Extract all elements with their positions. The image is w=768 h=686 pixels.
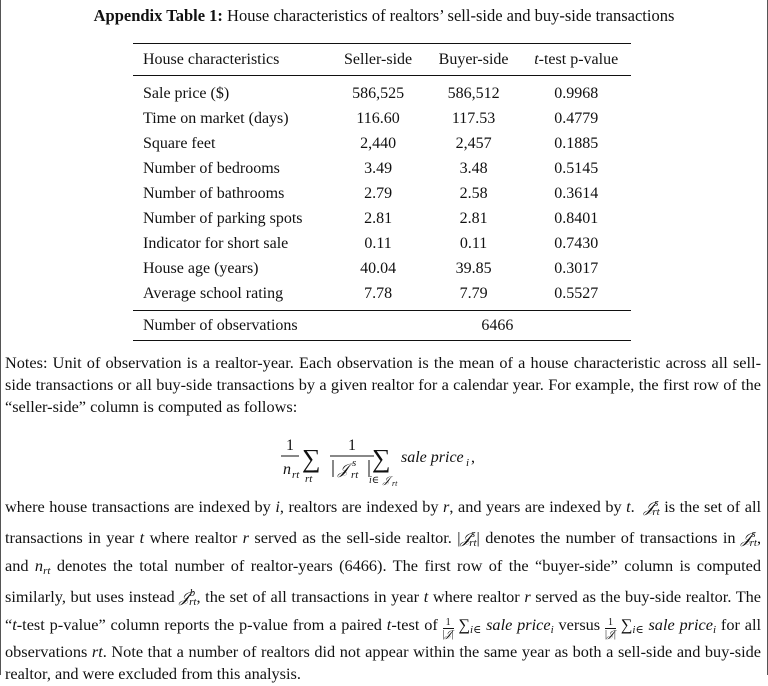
formula-J: 𝒥 [338,462,349,478]
p2-var-t-4: t [12,614,17,634]
table-row [133,281,631,311]
p2-var-t-3: t [423,587,429,607]
header-buyer-side: Buyer-side [426,44,522,76]
p2-g: denotes the number of transactions in [479,528,741,548]
p2-J-3-sup: s [751,528,756,541]
p2-frac-2-den: |𝒥| [605,628,616,640]
footer-label: Number of observations [133,311,330,341]
formula [0,430,768,488]
table-footer-row [133,311,631,341]
row-label: House age (years) [143,260,259,277]
p2-m: -test p-value” column reports the p-value from a paired [16,614,387,634]
formula-n: n [283,461,291,478]
p2-sum-2: ∑ [620,614,633,634]
p2-d: is the set of all transactions in year [5,497,762,548]
buyer-side-value: 117.53 [451,110,496,127]
p2-J-4-sup: b [189,587,196,600]
p2-o: versus [553,614,605,634]
row-label: Time on market (days) [143,110,289,127]
header-t-test [521,44,631,76]
table-row [133,76,631,107]
buyer-side-value: 586,512 [447,85,500,102]
table-row [133,181,631,206]
buyer-side-value: 39.85 [455,260,492,277]
seller-side-value: 7.78 [364,285,393,302]
header-t-italic: t [534,51,539,68]
formula-sale-price: sale price [401,449,464,466]
p2-J-4: 𝒥 [179,588,190,607]
table-row [133,156,631,181]
p2-j: , the set of all transactions in year [196,587,424,607]
p2-J-2: 𝒥 [460,529,471,548]
formula-J-sub: rt [351,469,359,481]
formula-sum-b-sub-J: 𝒥 [383,475,390,486]
p2-inline-frac-2 [605,617,616,640]
buyer-side-value: 2.58 [459,185,488,202]
p2-var-r: r [443,497,450,516]
row-label: Average school rating [143,285,284,302]
table-body [133,76,631,311]
buyer-side-value: 2.81 [459,210,488,227]
notes-paragraph-1 [5,352,761,418]
p2-sale-price-2: sale price [648,614,713,634]
formula-sum-a-sub: rt [305,473,313,485]
p2-J-2-sub: rt [469,537,477,550]
seller-side-value: 40.04 [360,260,397,277]
seller-side-value: 0.11 [364,235,392,252]
p2-var-i: i [275,497,280,516]
p-value: 0.3017 [554,260,599,277]
p2-sale-price-1: sale price [486,614,551,634]
p2-e: where realtor [144,528,243,548]
formula-sale-price-sub: i [466,457,470,469]
p2-a: where house transactions are indexed by [5,497,276,516]
seller-side-value: 2,440 [360,135,397,152]
table-header-row [133,44,631,76]
buyer-side-value: 2,457 [455,135,492,152]
p2-p: for all observations [5,614,762,662]
p2-k: where realtor [428,587,525,607]
footer-value: 6466 [330,311,521,341]
seller-side-value: 3.49 [364,160,393,177]
p2-sum-2-sub: i∈ [632,623,644,636]
p2-q: . Note that a number of realtors did not appear within the same year as both a sell-side and buy-side realtor, and were excluded from this analysis. [5,642,761,684]
p-value: 0.7430 [554,235,599,252]
row-label: Number of parking spots [143,210,303,227]
table-row [133,231,631,256]
header-seller-side: Seller-side [330,44,425,76]
buyer-side-value: 7.79 [459,285,488,302]
p2-J-1: 𝒥 [643,498,655,516]
p2-var-t: t [626,497,631,516]
p-value: 0.9968 [554,85,599,102]
footer-empty [521,311,631,341]
p2-var-r-2: r [242,528,249,548]
p-value: 0.3614 [554,185,599,202]
p2-J-1-sup: s [654,497,659,509]
header-t-rest: -test p-value [538,51,619,68]
p2-J-2-sup: s [470,528,476,541]
seller-side-value: 586,525 [352,85,405,102]
table-row [133,106,631,131]
formula-n-sub: rt [292,469,300,481]
p2-sale-price-2-sub: i [713,623,717,636]
p2-sale-price-1-sub: i [550,623,554,636]
p-value: 0.4779 [554,110,599,127]
formula-comma: , [471,449,475,466]
p2-var-t-2: t [139,528,145,548]
p2-h: , and [5,528,762,575]
p2-l: served as the buy-side realtor. The “ [5,587,762,634]
p2-n: -test of [391,614,443,634]
table-caption [0,6,768,26]
formula-one-b: 1 [348,437,356,454]
p2-frac-1-num: 1 [443,617,454,629]
p2-var-rt: rt [91,642,103,662]
row-label: Number of bedrooms [143,160,280,177]
formula-sum-a: ∑ [302,444,321,473]
p2-J-1-sub: rt [652,506,660,518]
formula-one-a: 1 [286,437,294,454]
p2-J-3: 𝒥 [740,529,752,548]
buyer-side-value: 0.11 [459,235,488,252]
p2-b: , realtors are indexed by [279,497,444,516]
p2-var-r-3: r [524,587,531,607]
p2-J-4-sub: rt [189,596,197,609]
p-value: 0.8401 [554,210,599,227]
p-value: 0.1885 [554,135,599,152]
p2-var-t-5: t [386,614,392,634]
p2-sum-1: ∑ [458,614,471,634]
p2-inline-frac-1 [443,617,454,640]
notes-text-2: where house transactions are indexed by i, realtors are indexed by r, and years are indexed by t. 𝒥$^s_{rt}$ is the set of all transactions in year t where realtor r served as the sell-side realtor. |𝒥$^s_{rt}$| denotes the number of transactions in 𝒥$^s_{rt}$, and $n_{rt}$ denotes the total number of realtor-years (6466). The first row of the “buyer-side” column is computed similarly, but uses instead 𝒥$^b_{rt}$, the set of all transactions in year t where realtor r served as the buy-side realtor. The “t-test p-value” column reports the p-value from a paired t-test of $\frac{1}{\text{|𝒥|}}$ $\sum_{i\in}$ sale price$_i$ versus $\frac{1}{\text{|𝒥|}}$ $\sum_{i\in}$ sale price$_i$ for all observations rt. Note that a number of realtors did not appear within the same year as both a sell-side and buy-side realtor, and were excluded from this analysis. [5,497,762,684]
table-row [133,131,631,156]
formula-J-sup: s [352,457,357,469]
seller-side-value: 116.60 [356,110,400,127]
p2-frac-1-den: |𝒥| [442,628,454,640]
p2-f: served as the sell-side realtor. [249,528,458,548]
p2-J-3-sub: rt [749,537,757,550]
seller-side-value: 2.79 [364,185,393,202]
row-label: Square feet [143,135,216,152]
notes-paragraph-2 [5,492,761,686]
p-value: 0.5527 [554,285,599,302]
row-label: Indicator for short sale [143,235,289,252]
p2-c: , and years are indexed by [449,497,627,516]
notes-text-1: Notes: Unit of observation is a realtor-year. Each observation is the mean of a house characteristic across all sell-side transactions or all buy-side transactions by a given realtor for a calendar year. For example, the first row of the “seller-side” column is computed as follows: [5,353,761,416]
header-house-characteristics: House characteristics [133,44,330,76]
row-label: Sale price ($) [143,85,230,102]
p2-sum-1-sub: i∈ [470,623,482,636]
buyer-side-value: 3.48 [459,160,488,177]
p2-frac-2-num: 1 [605,617,616,629]
p2-var-n-sub: rt [43,564,51,577]
p2-i: denotes the total number of realtor-years (6466). The first row of the “buyer-side” column is computed similarly, but uses instead [5,555,761,607]
p2-var-n: n [34,555,44,575]
formula-sum-b-sub-rt: rt [392,479,398,488]
frame-left-border [0,0,1,675]
formula-sum-b: ∑ [372,444,391,473]
caption-label: Appendix Table 1: [93,6,223,25]
table-row [133,256,631,281]
seller-side-value: 2.81 [364,210,393,227]
formula-sum-b-sub: i∈ [369,475,380,486]
appendix-table [133,43,631,341]
row-label: Number of bathrooms [143,185,285,202]
p-value: 0.5145 [554,160,599,177]
p2-frac-2-J: 𝒥 [607,628,614,640]
table-row [133,206,631,231]
caption-text: House characteristics of realtors’ sell-side and buy-side transactions [227,6,675,25]
p2-frac-1-J: 𝒥 [444,628,452,640]
